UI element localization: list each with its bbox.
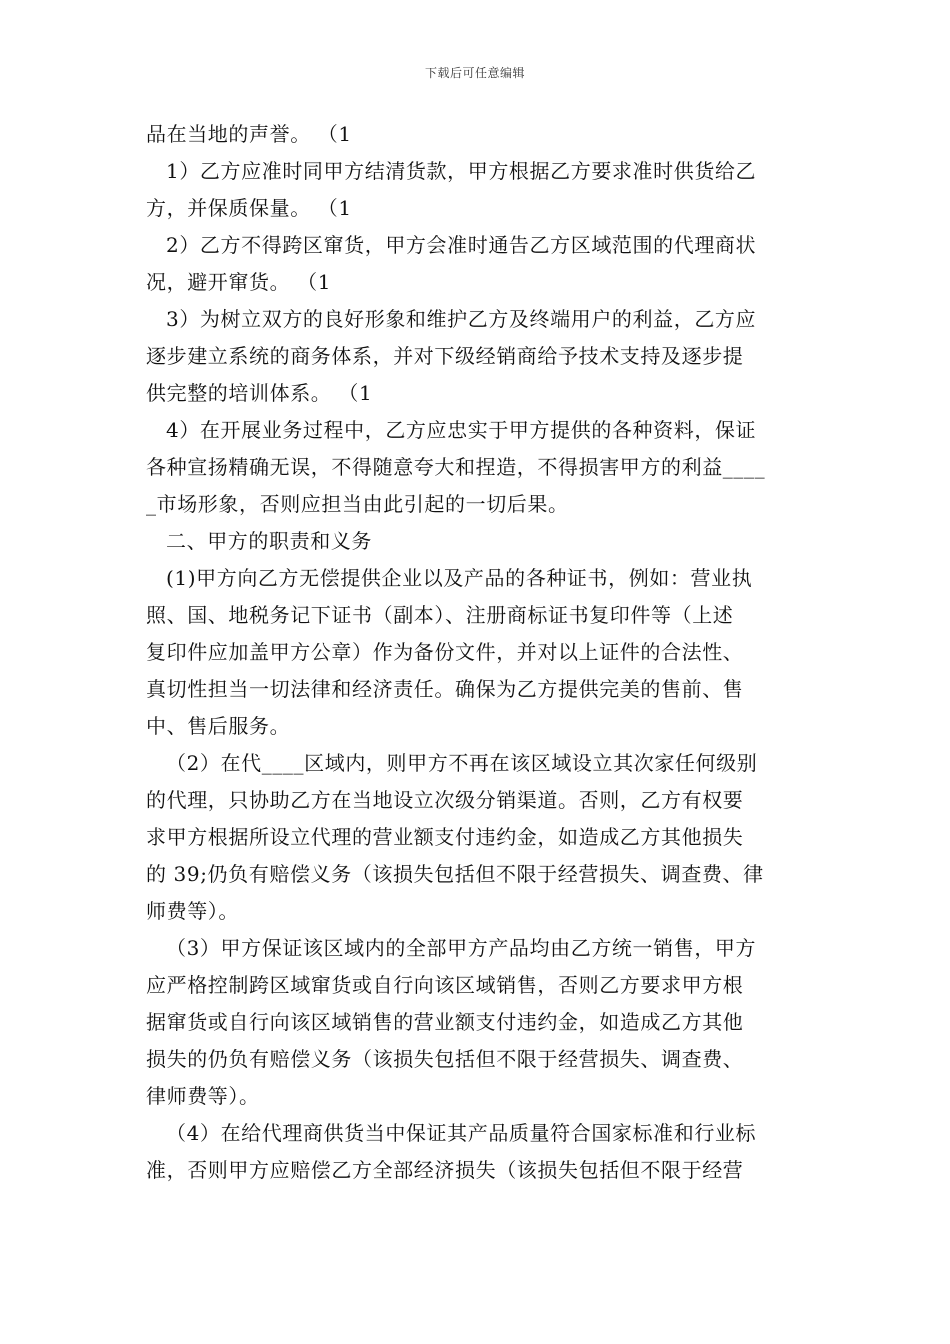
text-line: 的 39;仍负有赔偿义务（该损失包括但不限于经营损失、调查费、律 (146, 862, 764, 886)
page-header: 下载后可任意编辑 (424, 66, 525, 80)
text-line: 损失的仍负有赔偿义务（该损失包括但不限于经营损失、调查费、 (146, 1047, 744, 1071)
text-line: 的代理，只协助乙方在当地设立次级分销渠道。否则，乙方有权要 (146, 788, 744, 812)
text-line: 照、国、地税务记下证书（副本）、注册商标证书复印件等（上述 (146, 603, 734, 627)
text-line: (1)甲方向乙方无偿提供企业以及产品的各种证书，例如：营业执 (166, 566, 753, 590)
text-line: （4）在给代理商供货当中保证其产品质量符合国家标准和行业标 (166, 1121, 757, 1145)
text-line: 准，否则甲方应赔偿乙方全部经济损失（该损失包括但不限于经营 (146, 1158, 744, 1182)
text-line: 真切性担当一切法律和经济责任。确保为乙方提供完美的售前、售 (146, 677, 744, 701)
text-line: 1）乙方应准时同甲方结清货款，甲方根据乙方要求准时供货给乙 (166, 159, 757, 183)
text-line: _市场形象，否则应担当由此引起的一切后果。 (146, 492, 569, 516)
text-line: 3）为树立双方的良好形象和维护乙方及终端用户的利益，乙方应 (166, 307, 757, 331)
text-line: 品在当地的声誉。 （1 (146, 122, 352, 146)
text-line: 律师费等）。 (146, 1084, 260, 1108)
text-line: 供完整的培训体系。 （1 (146, 381, 373, 405)
text-line: 复印件应加盖甲方公章）作为备份文件，并对以上证件的合法性、 (146, 640, 744, 664)
text-line: （2）在代____区域内，则甲方不再在该区域设立其次家任何级别 (166, 751, 758, 775)
text-line: 据窜货或自行向该区域销售的营业额支付违约金，如造成乙方其他 (146, 1010, 744, 1034)
text-line: 逐步建立系统的商务体系，并对下级经销商给予技术支持及逐步提 (146, 344, 744, 368)
section-heading: 二、甲方的职责和义务 (166, 529, 372, 553)
text-line: 求甲方根据所设立代理的营业额支付违约金，如造成乙方其他损失 (146, 825, 744, 849)
text-line: 2）乙方不得跨区窜货，甲方会准时通告乙方区域范围的代理商状 (166, 233, 757, 257)
text-line: 师费等）。 (146, 899, 239, 923)
document-body (146, 116, 808, 1189)
text-line: 各种宣扬精确无误，不得随意夸大和捏造，不得损害甲方的利益____ (146, 455, 766, 479)
text-line: 中、售后服务。 (146, 714, 291, 738)
text-line: 方，并保质保量。 （1 (146, 196, 352, 220)
text-line: （3）甲方保证该区域内的全部甲方产品均由乙方统一销售，甲方 (166, 936, 757, 960)
text-line: 况，避开窜货。 （1 (146, 270, 332, 294)
text-line: 应严格控制跨区域窜货或自行向该区域销售，否则乙方要求甲方根 (146, 973, 744, 997)
text-line: 4）在开展业务过程中，乙方应忠实于甲方提供的各种资料，保证 (166, 418, 757, 442)
